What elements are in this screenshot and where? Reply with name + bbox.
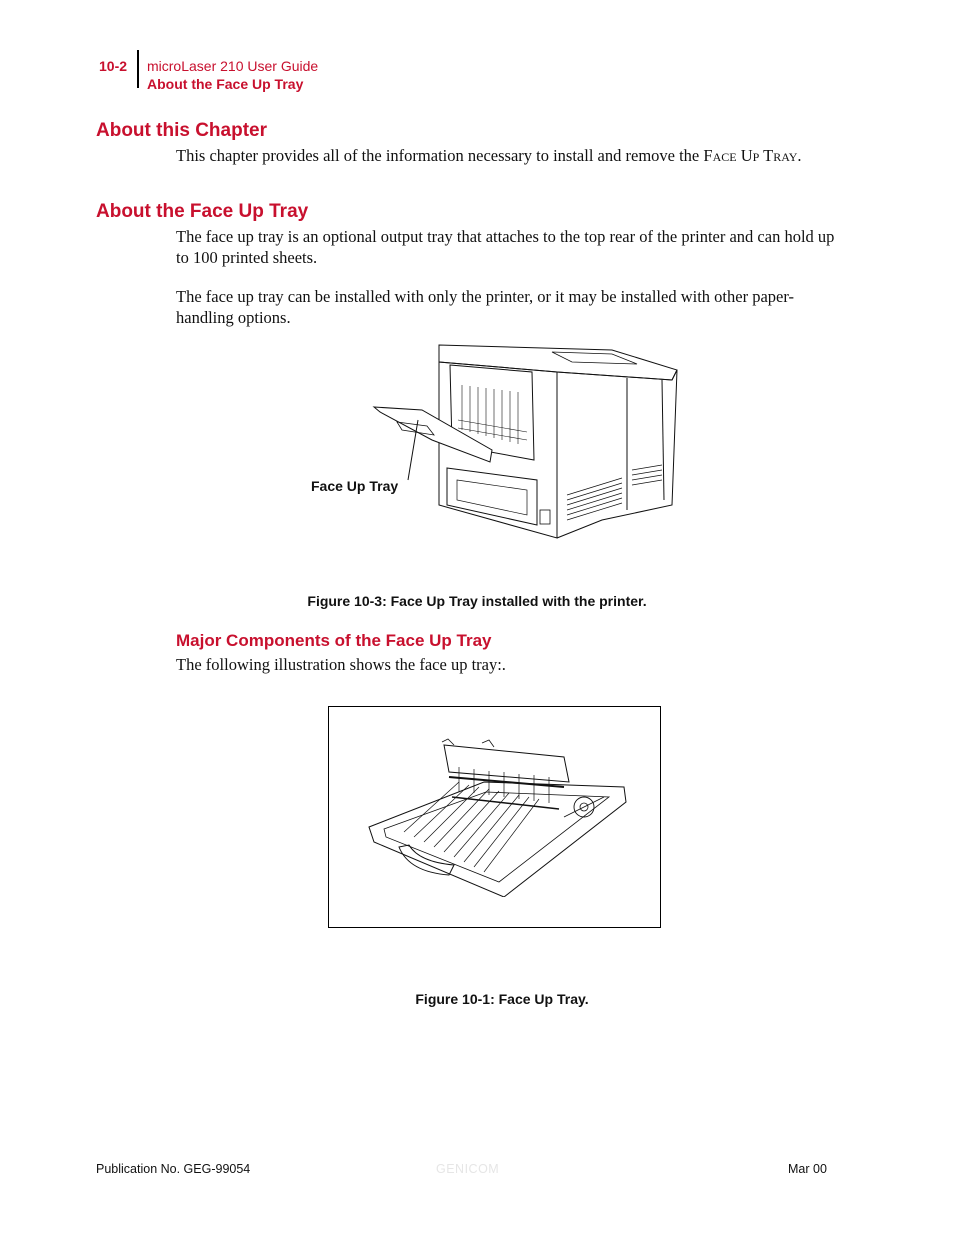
- heading-about-chapter: About this Chapter: [96, 120, 267, 141]
- chapter-paragraph: [176, 146, 836, 167]
- face-up-tray-paragraph-1: The face up tray is an optional output tray that attaches to the top rear of the printer and can hold up to 100 printed sheets.: [176, 227, 835, 267]
- figure-10-3-caption: Figure 10-3: Face Up Tray installed with the printer.: [307, 593, 647, 609]
- figure-10-1-caption: Figure 10-1: Face Up Tray.: [415, 991, 589, 1007]
- printer-with-face-up-tray-illustration: [372, 340, 682, 545]
- footer-publication-number: Publication No. GEG-99054: [96, 1162, 251, 1176]
- footer-date: Mar 00: [788, 1162, 827, 1176]
- face-up-tray-figure-frame: [328, 706, 661, 928]
- header-divider: [137, 50, 139, 88]
- major-components-paragraph: The following illustration shows the face up tray:.: [176, 655, 506, 674]
- face-up-tray-term: Face Up Tray: [703, 146, 798, 165]
- running-section-title: About the Face Up Tray: [147, 76, 304, 92]
- heading-major-components: Major Components of the Face Up Tray: [176, 631, 492, 650]
- face-up-tray-callout: Face Up Tray: [311, 478, 399, 494]
- chapter-text-end: .: [797, 146, 802, 165]
- footer-brand-watermark: GENICOM: [436, 1162, 500, 1176]
- heading-about-face-up-tray: About the Face Up Tray: [96, 201, 309, 222]
- page-number: 10-2: [99, 58, 128, 74]
- face-up-tray-paragraph-2: The face up tray can be installed with only the printer, or it may be installed with other paper-handling options.: [176, 287, 795, 327]
- guide-title: microLaser 210 User Guide: [147, 58, 319, 74]
- chapter-text: This chapter provides all of the information necessary to install and remove the: [176, 146, 704, 165]
- face-up-tray-illustration: [364, 737, 629, 897]
